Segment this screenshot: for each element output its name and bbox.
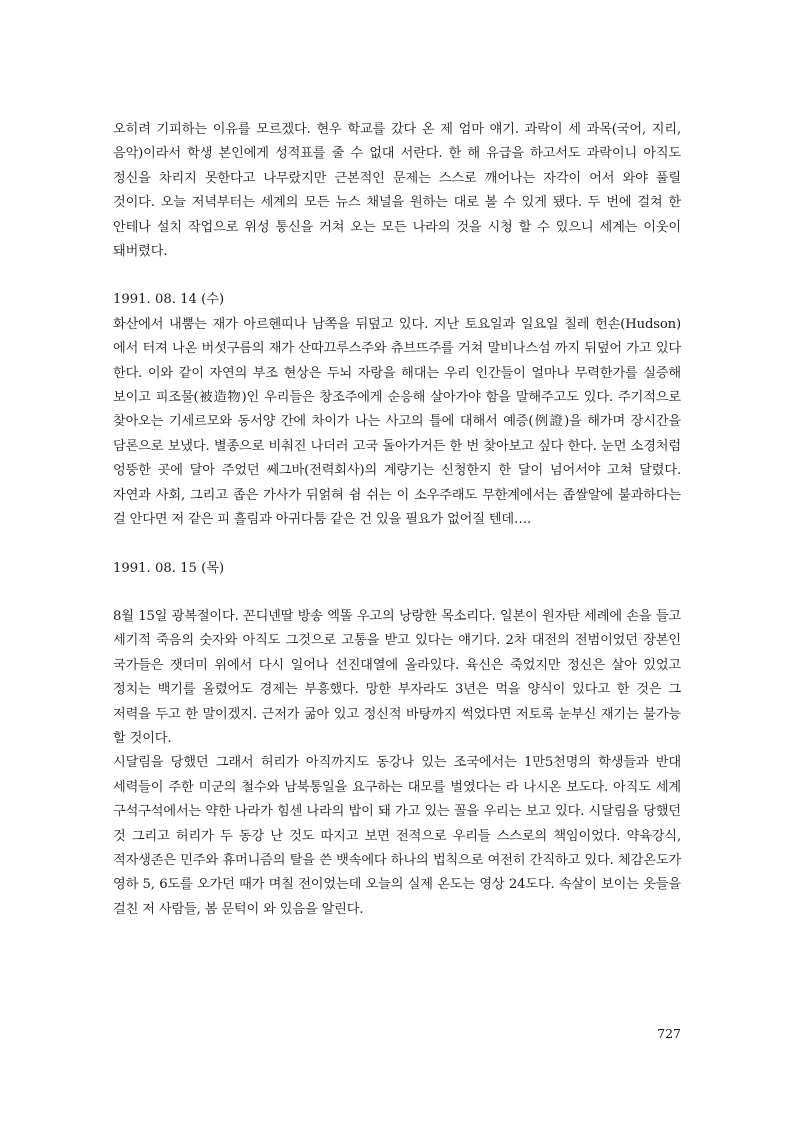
paragraph: 시달림을 당했던 그래서 허리가 아직까지도 동강나 있는 조국에서는 1만5천명의 학생들과 반대 세력들이 주한 미군의 철수와 남북통일을 요구하는 대모를 벌였다는 라 나시온 보도다. 아직도 세계 구석구석에서는 약한 나라가 힘센 나라의 밥이 돼 가고 있는 꼴을 우리는 보고 있다. 시달림을 당했던 것 그리고 허리가 두 동강 난 것도 따지고 보면 전적으로 우리들 스스로의 책임이었다. 약육강식, 적자생존은 민주와 휴머니즘의 탈을 쓴 뱃속에다 하나의 법칙으로 여전히 간직하고 있다. 체감온도가 영하 5, 6도를 오가던 때가 며칠 전이었는데 오늘의 실제 온도는 영상 24도다. 속살이 보이는 옷들을 걸친 저 사람들, 봄 문턱이 와 있음을 알린다. xyxy=(113,755,681,917)
paragraph: 8월 15일 광복절이다. 꼰디넨딸 방송 엑똘 우고의 낭랑한 목소리다. 일본이 원자탄 세례에 손을 들고 세기적 죽음의 숫자와 아직도 그것으로 고통을 받고 있다는 얘기다. 2차 대전의 전범이었던 장본인 국가들은 잿더미 위에서 다시 일어나 선진대열에 올라있다. 육신은 죽었지만 정신은 살아 있었고 정치는 백기를 올렸어도 경제는 부흥했다. 망한 부자라도 3년은 먹을 양식이 있다고 한 것은 그 저력을 두고 한 말이겠지. 근저가 굶아 있고 정신적 바탕까지 썩었다면 저토록 눈부신 재기는 불가능 할 것이다. xyxy=(113,608,681,746)
entry-intro xyxy=(113,118,681,264)
spacer xyxy=(113,264,681,288)
page-number: 727 xyxy=(657,1026,681,1041)
document-page xyxy=(113,118,681,922)
entry-1991-08-14 xyxy=(113,288,681,532)
entry-date: 1991. 08. 15 (목) xyxy=(113,560,225,576)
entry-date: 1991. 08. 14 (수) xyxy=(113,292,225,308)
spacer xyxy=(113,581,681,605)
entry-1991-08-15 xyxy=(113,557,681,923)
spacer xyxy=(113,533,681,557)
paragraph: 오히려 기피하는 이유를 모르겠다. 현우 학교를 갔다 온 제 엄마 얘기. 과락이 세 과목(국어, 지리, 음악)이라서 학생 본인에게 성적표를 줄 수 없대 서란다. 한 해 유급을 하고서도 과락이니 아직도 정신을 차리지 못한다고 나무랐지만 근본적인 문제는 스스로 깨어나는 자각이 어서 와야 풀릴 것이다. 오늘 저녁부터는 세계의 모든 뉴스 채널을 원하는 대로 볼 수 있게 됐다. 두 번에 걸쳐 한 안테나 설치 작업으로 위성 통신을 거쳐 오는 모든 나라의 것을 시청 할 수 있으니 세계는 이웃이 돼버렸다. xyxy=(113,122,681,260)
paragraph: 화산에서 내뿜는 재가 아르헨띠나 남쪽을 뒤덮고 있다. 지난 토요일과 일요일 칠레 헌손(Hudson)에서 터져 나온 버섯구름의 재가 산따끄루스주와 츄브뜨주를 거쳐 말비나스섬 까지 뒤덮어 가고 있다 한다. 이와 같이 자연의 부조 현상은 두뇌 자랑을 해대는 우리 인간들이 얼마나 무력한가를 실증해 보이고 피조물(被造物)인 우리들은 창조주에게 순응해 살아가야 함을 말해주고도 있다. 주기적으로 찾아오는 기세르모와 동서양 간에 차이가 나는 사고의 틀에 대해서 예증(例證)을 해가며 장시간을 담론으로 보냈다. 별종으로 비춰진 나더러 고국 돌아가거든 한 번 찾아보고 싶다 한다. 눈먼 소경처럼 엉뚱한 곳에 달아 주었던 쎄그바(전력회사)의 계량기는 신청한지 한 달이 넘어서야 고쳐 달렸다. 자연과 사회, 그리고 좁은 가사가 뒤얽혀 쉼 쉬는 이 소우주래도 무한계에서는 좁쌀알에 불과하다는 걸 안다면 저 같은 피 흘림과 아귀다툼 같은 건 있을 필요가 없어질 텐데…. xyxy=(113,316,681,528)
